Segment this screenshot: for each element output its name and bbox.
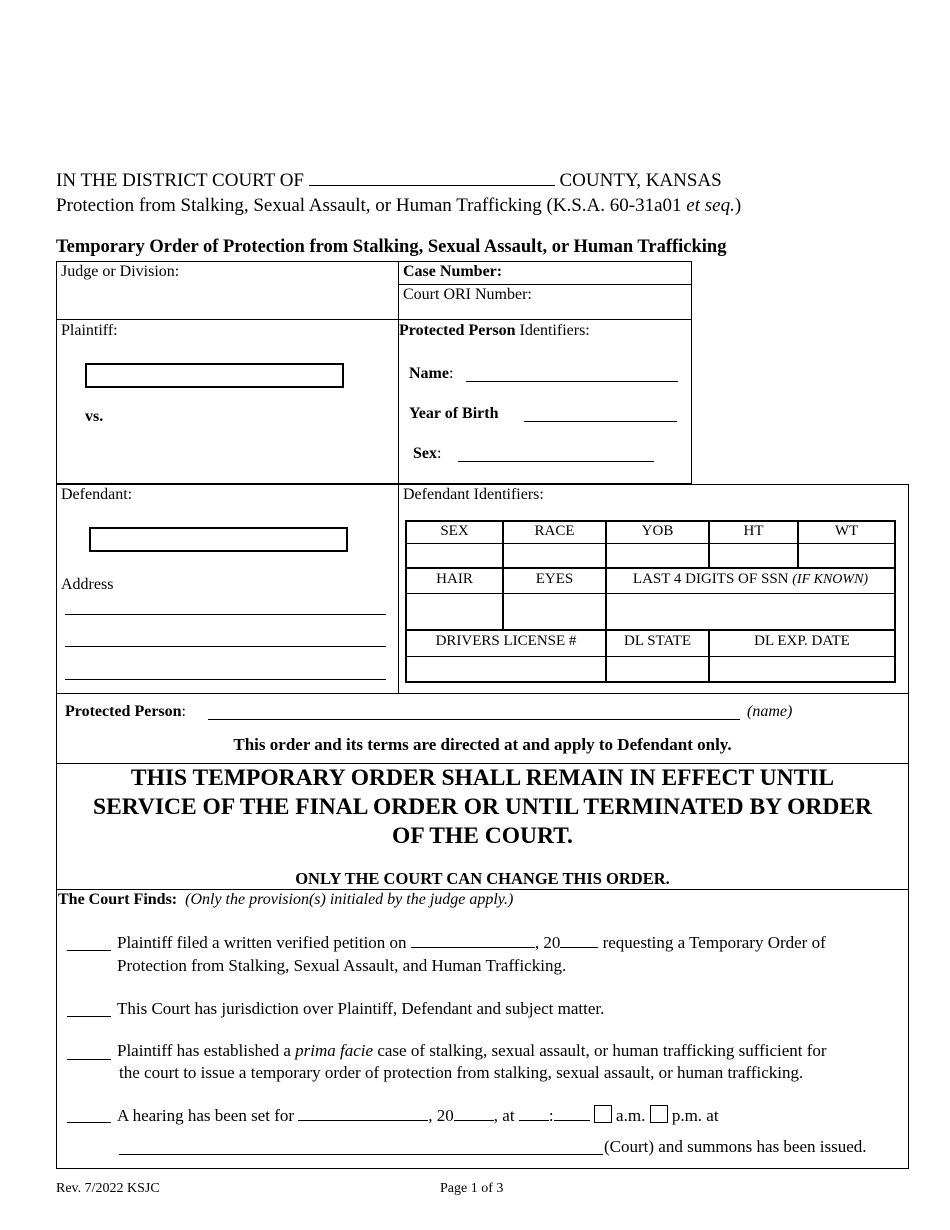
grid-eyes: EYES <box>535 571 574 587</box>
directed-text: This order and its terms are directed at and apply to Defendant only. <box>233 735 732 754</box>
protected-identifiers-label: Protected Person Identifiers: <box>399 322 590 339</box>
grid-sex-value[interactable] <box>407 545 502 566</box>
hearing-hour-field[interactable] <box>519 1107 549 1121</box>
court-suffix: COUNTY, KANSAS <box>559 170 722 191</box>
finding-3: Plaintiff has established a prima facie case of stalking, sexual assault, or human trafficking sufficient for <box>117 1041 827 1060</box>
initial-line-1[interactable] <box>67 950 111 951</box>
revision-label: Rev. 7/2022 KSJC <box>56 1181 160 1196</box>
pm-checkbox[interactable] <box>650 1105 668 1123</box>
plaintiff-name-input[interactable] <box>85 363 344 388</box>
act-line: Protection from Stalking, Sexual Assault, or Human Trafficking (K.S.A. 60-31a01 et seq.) <box>56 195 742 216</box>
court-line <box>56 170 722 192</box>
grid-hair: HAIR <box>436 571 473 587</box>
grid-drivers-license: DRIVERS LICENSE # <box>435 633 577 649</box>
county-blank[interactable] <box>309 171 555 186</box>
notice-block: THIS TEMPORARY ORDER SHALL REMAIN IN EFFECT UNTIL SERVICE OF THE FINAL ORDER OR UNTIL TERMINATED BY ORDER OF THE COURT. <box>93 765 872 849</box>
protected-person-row: Protected Person: <box>65 703 186 720</box>
pp-name-field[interactable] <box>466 381 678 382</box>
vs-label: vs. <box>85 408 104 425</box>
finding-2: This Court has jurisdiction over Plaintiff, Defendant and subject matter. <box>117 999 605 1018</box>
address-line-1[interactable] <box>65 614 386 615</box>
petition-date-field[interactable] <box>411 934 535 948</box>
court-summons-text: (Court) and summons has been issued. <box>604 1137 867 1156</box>
finding-3-cont: the court to issue a temporary order of protection from stalking, sexual assault, or human trafficking. <box>119 1063 804 1082</box>
grid-race: RACE <box>534 523 575 539</box>
court-prefix: IN THE DISTRICT COURT OF <box>56 170 304 191</box>
grid-wt-value[interactable] <box>799 545 894 566</box>
hearing-date-field[interactable] <box>298 1107 428 1121</box>
grid-dl-exp-value[interactable] <box>710 658 894 681</box>
grid-dl-state-value[interactable] <box>607 658 708 681</box>
judge-label: Judge or Division: <box>61 263 180 280</box>
hearing-court-field[interactable] <box>119 1154 603 1155</box>
grid-sex: SEX <box>440 523 469 539</box>
initial-line-3[interactable] <box>67 1059 111 1060</box>
findings-heading: The Court Finds: (Only the provision(s) initialed by the judge apply.) <box>58 891 514 908</box>
plaintiff-label: Plaintiff: <box>61 322 118 339</box>
defendant-name-input[interactable] <box>89 527 348 552</box>
initial-line-2[interactable] <box>67 1016 111 1017</box>
form-title: Temporary Order of Protection from Stalking, Sexual Assault, or Human Trafficking <box>56 237 727 257</box>
only-court-notice: ONLY THE COURT CAN CHANGE THIS ORDER. <box>295 869 670 888</box>
defendant-identifiers-label: Defendant Identifiers: <box>403 486 544 503</box>
grid-race-value[interactable] <box>504 545 605 566</box>
grid-ht-value[interactable] <box>710 545 797 566</box>
finding-1: Plaintiff filed a written verified petition on , 20 requesting a Temporary Order of <box>117 933 826 952</box>
hearing-minute-field[interactable] <box>554 1107 590 1121</box>
grid-yob-value[interactable] <box>607 545 708 566</box>
grid-dl-state: DL STATE <box>624 633 691 649</box>
finding-1-cont: Protection from Stalking, Sexual Assault, and Human Trafficking. <box>117 956 567 975</box>
hearing-year-field[interactable] <box>454 1107 494 1121</box>
address-line-3[interactable] <box>65 679 386 680</box>
finding-4: A hearing has been set for , 20 , at : a.m. p.m. at <box>117 1106 719 1125</box>
pp-name-row: Name: <box>409 365 454 382</box>
grid-dl-value[interactable] <box>407 658 605 681</box>
address-label: Address <box>61 576 114 593</box>
grid-ssn-value[interactable] <box>607 595 894 628</box>
grid-eyes-value[interactable] <box>504 595 605 628</box>
grid-hair-value[interactable] <box>407 595 502 628</box>
grid-wt: WT <box>834 523 859 539</box>
pp-yob-label: Year of Birth <box>409 405 499 422</box>
petition-year-field[interactable] <box>560 934 598 948</box>
grid-yob: YOB <box>641 523 674 539</box>
case-number-label: Case Number: <box>403 263 503 280</box>
initial-line-4[interactable] <box>67 1122 111 1123</box>
grid-ht: HT <box>743 523 764 539</box>
pp-sex-field[interactable] <box>458 461 654 462</box>
grid-ssn: LAST 4 DIGITS OF SSN (IF KNOWN) <box>632 571 869 587</box>
name-hint: (name) <box>747 703 793 720</box>
pp-sex-row: Sex: <box>413 445 442 462</box>
defendant-label: Defendant: <box>61 486 133 503</box>
court-ori-label: Court ORI Number: <box>403 286 532 303</box>
pp-yob-field[interactable] <box>524 421 677 422</box>
address-line-2[interactable] <box>65 646 386 647</box>
page-number: Page 1 of 3 <box>440 1181 504 1196</box>
am-checkbox[interactable] <box>594 1105 612 1123</box>
protected-person-field[interactable] <box>208 719 740 720</box>
grid-dl-exp: DL EXP. DATE <box>754 633 850 649</box>
